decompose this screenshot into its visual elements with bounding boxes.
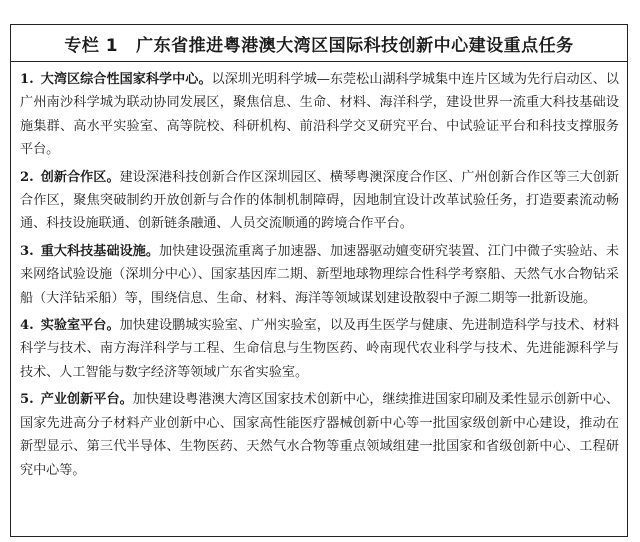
task-body: 建设深港科技创新合作区深圳园区、横琴粤澳深度合作区、广州创新合作区等三大创新合作区，聚焦突破制约开放创新与合作的体制机制障碍，因地制宜设计改革试验任务，打造要素流动畅通、科技设施联通、创新链条融通、人员交流顺通的跨境合作平台。 bbox=[20, 169, 620, 232]
task-item bbox=[20, 388, 619, 482]
task-item bbox=[20, 240, 619, 310]
task-heading: 大湾区综合性国家科学中心。 bbox=[40, 72, 212, 87]
task-item bbox=[20, 166, 619, 236]
task-body: 加快建设粤港澳大湾区国家技术创新中心，继续推进国家印刷及柔性显示创新中心、国家先进高分子材料产业创新中心、国家高性能医疗器械创新中心等一批国家级创新中心建设，推动在新型显示、第三代半导体、生物医药、天然气水合物等重点领域组建一批国家和省级创新中心、工程研究中心等。 bbox=[20, 392, 620, 478]
panel-title bbox=[11, 25, 627, 62]
task-heading: 产业创新平台。 bbox=[40, 392, 133, 408]
task-item bbox=[20, 68, 619, 162]
panel-label: 专栏 1 bbox=[64, 35, 119, 56]
task-number: 5. bbox=[20, 392, 34, 408]
task-panel bbox=[10, 24, 628, 537]
task-item bbox=[20, 314, 619, 384]
task-heading: 重大科技基础设施。 bbox=[40, 243, 160, 259]
task-number: 2. bbox=[20, 169, 34, 185]
task-number: 4. bbox=[20, 318, 34, 334]
task-heading: 创新合作区。 bbox=[40, 169, 120, 185]
task-number: 3. bbox=[20, 243, 34, 259]
task-body: 以深圳光明科学城—东莞松山湖科学城集中连片区域为先行启动区、以广州南沙科学城为联动协同发展区，聚焦信息、生命、材料、海洋科学，建设世界一流重大科技基础设施集群、高水平实验室、高等院校、科研机构、前沿科学交叉研究平台、中试验证平台和科技支撑服务平台。 bbox=[20, 72, 620, 158]
task-heading: 实验室平台。 bbox=[40, 318, 120, 334]
task-body: 加快建设强流重离子加速器、加速器驱动嬗变研究装置、江门中微子实验站、未来网络试验设施（深圳分中心）、国家基因库二期、新型地球物理综合性科学考察船、天然气水合物钻采船（大洋钻采船）等，围绕信息、生命、材料、海洋等领域谋划建设散裂中子源二期等一批新设施。 bbox=[20, 243, 620, 306]
task-number: 1. bbox=[20, 72, 34, 87]
task-body: 加快建设鹏城实验室、广州实验室，以及再生医学与健康、先进制造科学与技术、材料科学与技术、南方海洋科学与工程、生命信息与生物医药、岭南现代农业科学与技术、先进能源科学与技术、人工智能与数字经济等领域广东省实验室。 bbox=[20, 318, 620, 380]
panel-heading: 广东省推进粤港澳大湾区国际科技创新中心建设重点任务 bbox=[136, 35, 574, 56]
task-list bbox=[11, 62, 627, 482]
